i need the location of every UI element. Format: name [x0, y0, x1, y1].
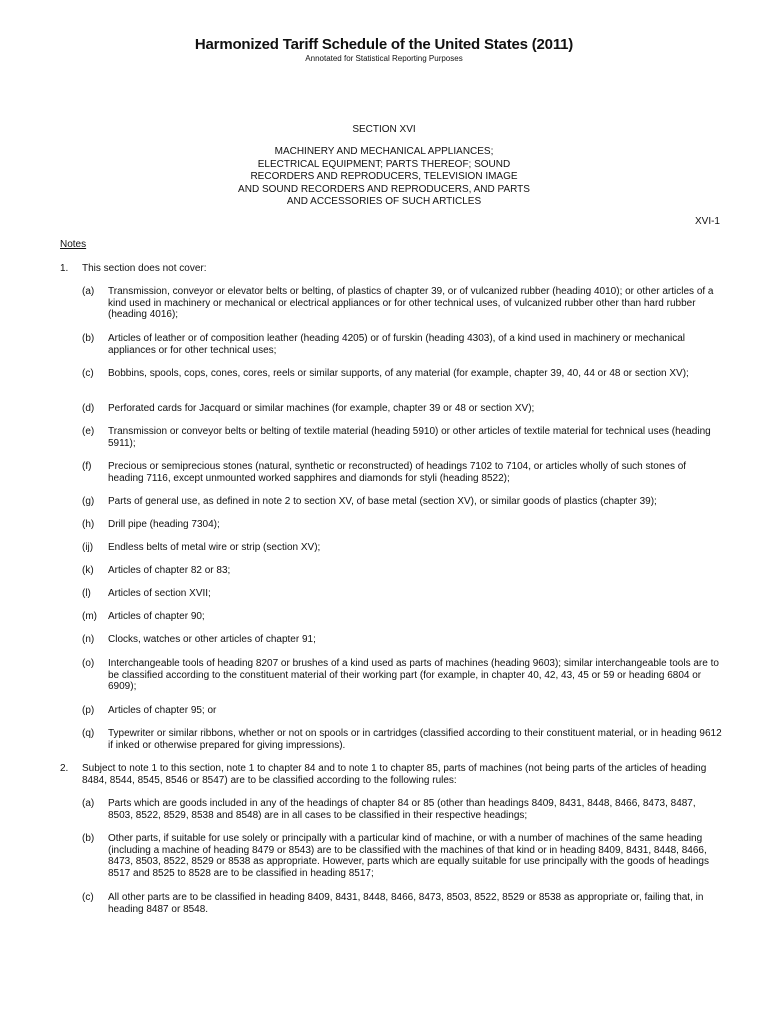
section-label: SECTION XVI [352, 124, 416, 135]
list-item-letter: (a) [82, 286, 95, 297]
section-heading-line: RECORDERS AND REPRODUCERS, TELEVISION IMAGE [250, 171, 518, 182]
list-item-letter: (c) [82, 892, 94, 903]
page-number: XVI-1 [694, 216, 720, 227]
list-item-letter: (c) [82, 368, 94, 379]
section-heading-line: ELECTRICAL EQUIPMENT; PARTS THEREOF; SOUND [257, 158, 511, 170]
section-heading-line: AND ACCESSORIES OF SUCH ARTICLES [286, 196, 482, 207]
list-item-text: Perforated cards for Jacquard or similar machines (for example, chapter 39 or 48 or section XV); [108, 403, 535, 414]
list-item-text: Endless belts of metal wire or strip (section XV); [108, 542, 321, 553]
list-item-text: Articles of chapter 95; or [108, 705, 217, 716]
note-number: 2. [60, 763, 69, 774]
section-heading-line: AND SOUND RECORDERS AND REPRODUCERS, AND PARTS [238, 183, 530, 195]
list-item-text: Transmission or conveyor belts or belting of textile material (heading 5910) or other articles of textile material for technical uses (heading 5911); [108, 426, 711, 449]
list-item-text: Typewriter or similar ribbons, whether or not on spools or in cartridges (classified according to their constituent material, or in heading 9612 if inked or otherwise prepared for giving impressions). [108, 728, 722, 751]
list-item-text: All other parts are to be classified in heading 8409, 8431, 8448, 8466, 8473, 8503, 8522, 8529 or 8538 as appropriate or, failing that, in heading 8487 or 8548. [108, 892, 704, 915]
list-item-text: Articles of chapter 90; [108, 611, 205, 622]
list-item-letter: (b) [82, 833, 95, 844]
list-item-letter: (m) [82, 611, 97, 622]
note-intro: This section does not cover: [82, 263, 207, 274]
document-title: Harmonized Tariff Schedule of the United States (2011) [194, 36, 574, 53]
list-item-letter: (o) [82, 658, 95, 669]
document-subtitle: Annotated for Statistical Reporting Purposes [305, 54, 463, 63]
list-item-letter: (p) [82, 705, 95, 716]
list-item-letter: (l) [82, 588, 91, 599]
section-heading-line: MACHINERY AND MECHANICAL APPLIANCES; [274, 146, 494, 157]
list-item-letter: (a) [82, 798, 95, 809]
list-item-letter: (g) [82, 496, 95, 507]
list-item-text: Articles of chapter 82 or 83; [108, 565, 231, 576]
list-item-letter: (e) [82, 426, 95, 437]
note-intro: Subject to note 1 to this section, note 1 to chapter 84 and to note 1 to chapter 85, parts of machines (not being parts of the articles of heading 8484, 8544, 8545, 8546 or 8547) are to be classified according to the following rules: [82, 763, 707, 786]
list-item-text: Interchangeable tools of heading 8207 or brushes of a kind used as parts of machines (heading 9603); similar interchangeable tools are to be classified according to the constituent material of their working part (for example, in chapter 40, 42, 43, 45 or 59 or heading 6804 or 6909); [108, 658, 719, 692]
list-item-letter: (ij) [82, 542, 94, 553]
list-item-letter: (q) [82, 728, 95, 739]
list-item-text: Clocks, watches or other articles of chapter 91; [108, 634, 316, 645]
list-item-text: Transmission, conveyor or elevator belts or belting, of plastics of chapter 39, or of vulcanized rubber (heading 4010); or other articles of a kind used in machinery or mechanical or electrical appliances or for other technical uses, of vulcanized rubber other than hard rubber (heading 4016); [108, 286, 714, 320]
list-item-letter: (d) [82, 403, 95, 414]
list-item-letter: (n) [82, 634, 95, 645]
list-item-text: Bobbins, spools, cops, cones, cores, reels or similar supports, of any material (for example, chapter 39, 40, 44 or 48 or section XV); [108, 368, 689, 379]
list-item-text: Drill pipe (heading 7304); [108, 519, 220, 530]
list-item-text: Articles of leather or of composition leather (heading 4205) or of furskin (heading 4303), of a kind used in machinery or mechanical appliances or for other technical uses; [108, 333, 685, 356]
list-item-text: Parts which are goods included in any of the headings of chapter 84 or 85 (other than headings 8409, 8431, 8448, 8466, 8473, 8487, 8503, 8522, 8529, 8538 and 8548) are in all cases to be classified in their respective headings; [108, 798, 696, 821]
note-number: 1. [60, 263, 69, 274]
list-item-text: Parts of general use, as defined in note 2 to section XV, of base metal (section XV), or similar goods of plastics (chapter 39); [108, 496, 657, 507]
list-item-letter: (k) [82, 565, 94, 576]
list-item-letter: (h) [82, 519, 95, 530]
list-item-letter: (b) [82, 333, 95, 344]
list-item-letter: (f) [82, 461, 92, 472]
section-heading [0, 146, 768, 209]
list-item-text: Articles of section XVII; [108, 588, 211, 599]
list-item-text: Precious or semiprecious stones (natural, synthetic or reconstructed) of headings 7102 to 7104, or articles wholly of such stones of heading 7116, except unmounted worked sapphires and diamonds for styli (heading 8522); [108, 461, 687, 484]
notes-label: Notes [60, 239, 87, 250]
list-item-text: Other parts, if suitable for use solely or principally with a particular kind of machine, or with a number of machines of the same heading (including a machine of heading 8479 or 8543) are to be classified with the machines of that kind or in heading 8409, 8431, 8448, 8466, 8473, 8503, 8522, 8529 or 8538 as appropriate. However, parts which are equally suitable for use principally with the goods of headings 8517 and 8525 to 8528 are to be classified in heading 8517; [108, 833, 709, 879]
